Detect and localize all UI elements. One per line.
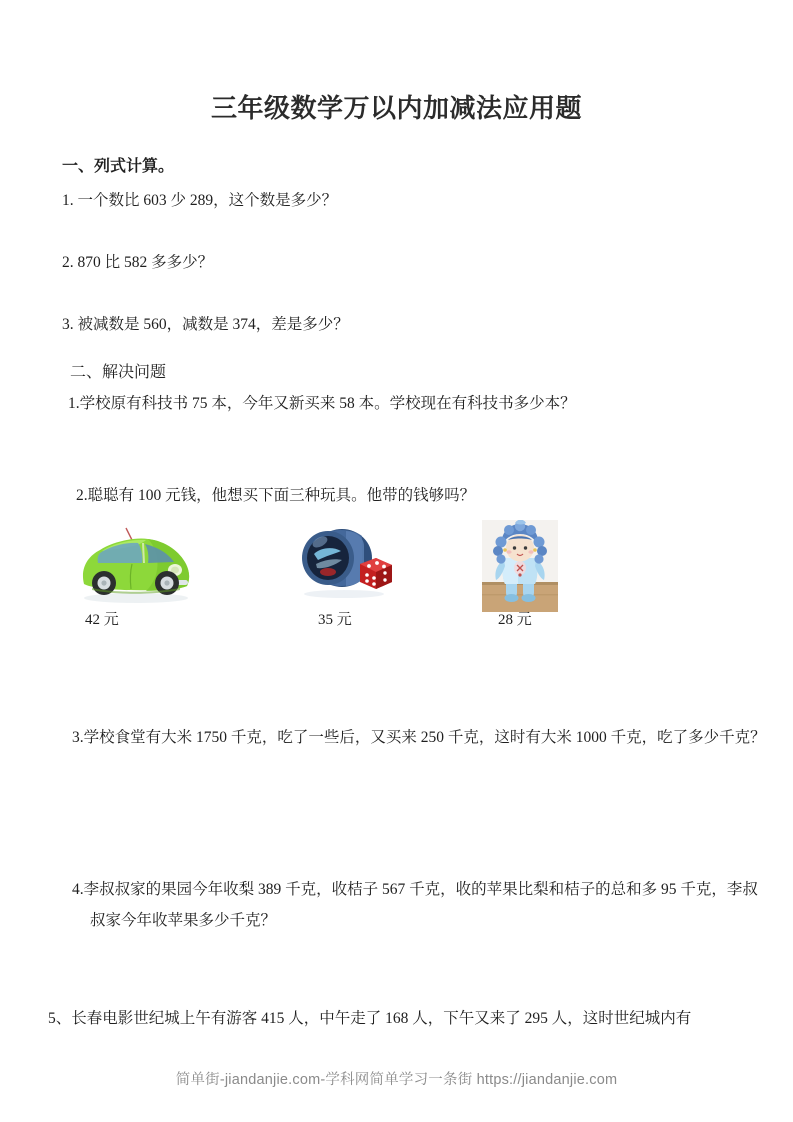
section-one-heading: 一、列式计算。 — [62, 158, 175, 175]
section-two-question-4: 4.李叔叔家的果园今年收梨 389 千克，收桔子 567 千克，收的苹果比梨和桔子的总和多 95 千克，李叔叔家今年收苹果多少千克？ — [72, 881, 758, 929]
section-two-question-2: 2.聪聪有 100 元钱，他想买下面三种玩具。他带的钱够吗？ — [76, 487, 476, 504]
footer-watermark: 简单街-jiandanjie.com-学科网简单学习一条街 https://jiandanjie.com — [175, 1072, 618, 1088]
section-two-question-3: 3.学校食堂有大米 1750 千克，吃了一些后，又买来 250 千克，这时有大米 1000 千克，吃了多少千克？ — [72, 729, 766, 746]
toy-car-image — [74, 520, 196, 608]
toy-doll-price: 28 元 — [498, 612, 532, 628]
section-two-heading: 二、解决问题 — [70, 364, 167, 381]
section-one-question-2: 2. 870 比 582 多多少？ — [62, 254, 214, 271]
section-two-question-1: 1.学校原有科技书 75 本，今年又新买来 58 本。学校现在有科技书多少本？ — [68, 395, 576, 412]
section-one-question-3: 3. 被减数是 560，减数是 374，差是多少？ — [62, 316, 349, 333]
toy-car-price: 42 元 — [85, 612, 119, 628]
section-two-question-5: 5、长春电影世纪城上午有游客 415 人，中午走了 168 人，下午又来了 295 人，这时世纪城内有 — [48, 1010, 692, 1027]
section-one-question-1: 1. 一个数比 603 少 289，这个数是多少？ — [62, 192, 338, 209]
toy-yoyo-image — [296, 520, 400, 608]
toy-yoyo-price: 35 元 — [318, 612, 352, 628]
toy-doll-image — [482, 520, 558, 612]
page-title: 三年级数学万以内加减法应用题 — [210, 93, 582, 123]
